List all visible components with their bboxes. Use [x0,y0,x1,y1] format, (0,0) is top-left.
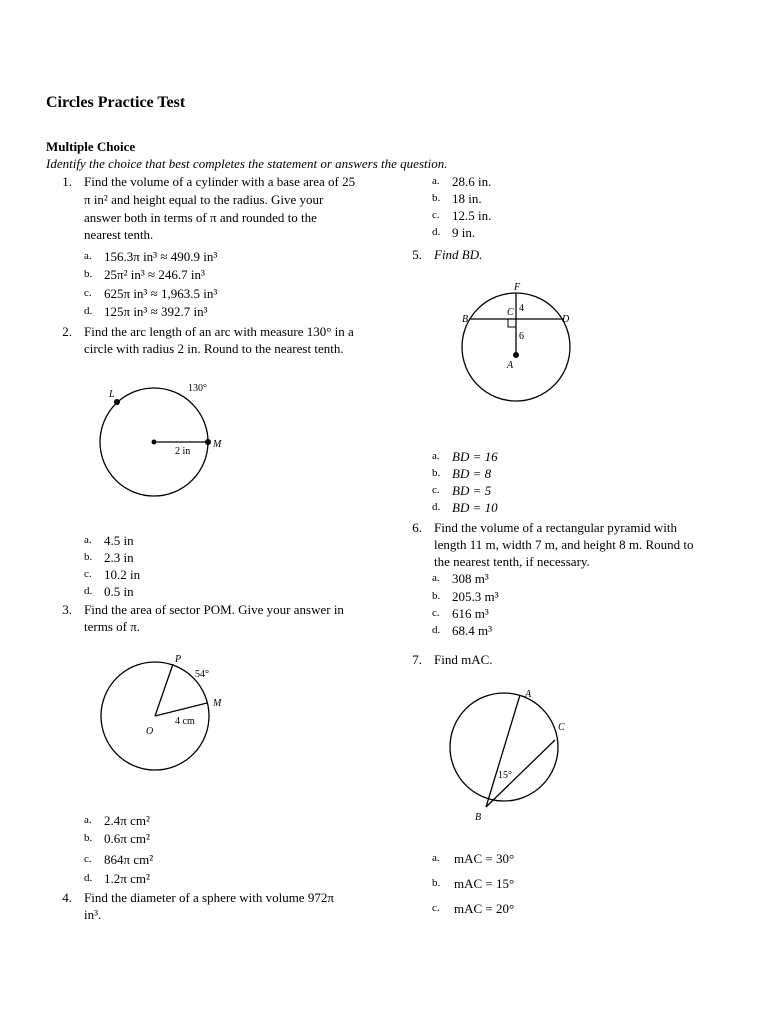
point-m [205,439,211,445]
option-letter: d. [432,501,441,513]
answer-option[interactable] [432,875,514,892]
option-text: mAC = 15° [454,876,515,891]
answer-option[interactable] [84,303,207,320]
option-text: 616 m³ [452,606,489,621]
answer-option[interactable] [432,482,491,499]
segment-cf-length: 4 [519,303,524,314]
option-letter: d. [432,624,441,636]
answer-option[interactable] [84,851,153,868]
option-letter: b. [84,551,93,563]
option-text: 1.2π cm² [104,871,150,886]
arc-measure: 130° [188,383,207,394]
center-point [152,440,157,445]
option-text: 2.3 in [104,550,134,565]
answer-option[interactable] [432,588,499,605]
chord-figure-q5 [455,275,585,415]
label-b: B [475,812,482,823]
option-text: BD = 10 [452,500,498,515]
answer-option[interactable] [84,248,217,265]
answer-option[interactable] [432,499,498,516]
option-letter: c. [432,209,440,221]
section-heading: Multiple Choice [46,139,136,154]
angle-measure: 54° [195,669,209,680]
answer-option[interactable] [84,583,134,600]
option-letter: a. [84,814,92,826]
answer-option[interactable] [432,190,482,207]
question-text-line: circle with radius 2 in. Round to the nearest tenth. [84,341,344,356]
answer-option[interactable] [432,900,514,917]
answer-option[interactable] [84,549,134,566]
label-f: F [514,282,521,293]
option-text: mAC = 30° [454,851,515,866]
answer-option[interactable] [84,566,140,583]
answer-option[interactable] [84,266,205,283]
label-c: C [507,307,514,318]
option-text: 2.4π cm² [104,813,150,828]
option-letter: b. [432,467,441,479]
option-letter: d. [84,305,93,317]
question-text-line: in³. [84,907,102,922]
question-number: 2. [62,324,72,339]
answer-option[interactable] [84,532,134,549]
question-text-line: answer both in terms of π and rounded to the [84,210,317,225]
page-title: Circles Practice Test [46,94,186,111]
option-letter: a. [84,250,92,262]
answer-option[interactable] [432,173,491,190]
option-letter: a. [84,534,92,546]
right-angle-mark [508,319,516,327]
option-letter: b. [432,877,441,889]
question-number: 6. [412,520,422,535]
question-text-line: terms of π. [84,619,141,634]
option-text: 18 in. [452,191,482,206]
option-letter: a. [432,175,440,187]
label-p: P [175,654,182,665]
circle-figure-q2 [95,375,235,505]
radius-label: 4 cm [175,716,195,727]
option-text: 68.4 m³ [452,623,493,638]
option-letter: b. [84,268,93,280]
question-text-line: π in² and height equal to the radius. Give your [84,192,324,207]
option-text: 156.3π in³ ≈ 490.9 in³ [104,249,218,264]
option-text: BD = 16 [452,449,498,464]
label-a: A [507,360,514,371]
question-text-line: Find BD. [434,247,483,262]
label-m: M [213,698,222,709]
answer-option[interactable] [432,224,475,241]
answer-option[interactable] [432,570,489,587]
label-o: O [146,726,154,737]
option-letter: a. [432,450,440,462]
option-text: 0.6π cm² [104,831,150,846]
label-m: M [213,439,222,450]
answer-option[interactable] [84,285,217,302]
option-letter: d. [84,585,93,597]
option-text: 28.6 in. [452,174,492,189]
answer-option[interactable] [84,812,150,829]
question-text-line: Find mAC. [434,652,493,667]
answer-option[interactable] [84,870,150,887]
label-a: A [525,689,532,700]
point-a [513,352,519,358]
question-text-line: Find the diameter of a sphere with volume 972π [84,890,334,905]
label-l: L [109,389,115,400]
option-text: BD = 8 [452,466,492,481]
option-letter: a. [432,852,440,864]
question-text-line: the nearest tenth, if necessary. [434,554,590,569]
option-letter: c. [432,484,440,496]
option-letter: d. [432,226,441,238]
option-text: 12.5 in. [452,208,492,223]
angle-measure: 15° [498,770,512,781]
question-text-line: Find the volume of a cylinder with a base area of 25 [84,174,356,189]
answer-option[interactable] [432,850,514,867]
instructions: Identify the choice that best completes the statement or answers the question. [46,156,448,171]
label-d: D [562,314,570,325]
option-text: 4.5 in [104,533,134,548]
segment-ca-length: 6 [519,331,524,342]
question-number: 3. [62,602,72,617]
question-number: 4. [62,890,72,905]
question-number: 1. [62,174,72,189]
radius-op [155,664,173,716]
option-letter: b. [432,590,441,602]
option-text: 10.2 in [104,567,141,582]
option-letter: c. [84,853,92,865]
option-letter: c. [84,568,92,580]
option-text: mAC = 20° [454,901,515,916]
option-letter: a. [432,572,440,584]
option-letter: b. [432,192,441,204]
question-number: 5. [412,247,422,262]
label-c: C [558,722,565,733]
option-letter: c. [432,607,440,619]
question-text-line: Find the arc length of an arc with measure 130° in a [84,324,354,339]
option-text: 864π cm² [104,852,154,867]
option-text: 0.5 in [104,584,134,599]
label-b: B [462,314,469,325]
answer-option[interactable] [84,830,150,847]
option-letter: c. [432,902,440,914]
sector-figure-q3 [95,650,235,790]
radius-om [155,703,207,716]
answer-option[interactable] [432,448,498,465]
option-text: BD = 5 [452,483,492,498]
option-letter: d. [84,872,93,884]
question-text-line: nearest tenth. [84,227,154,242]
option-text: 205.3 m³ [452,589,499,604]
question-text-line: length 11 m, width 7 m, and height 8 m. Round to [434,537,694,552]
answer-option[interactable] [432,465,491,482]
option-letter: c. [84,287,92,299]
option-text: 9 in. [452,225,476,240]
radius-label: 2 in [175,446,191,457]
option-text: 625π in³ ≈ 1,963.5 in³ [104,286,218,301]
answer-option[interactable] [432,605,489,622]
option-text: 125π in³ ≈ 392.7 in³ [104,304,208,319]
answer-option[interactable] [432,622,492,639]
question-text-line: Find the area of sector POM. Give your answer in [84,602,344,617]
inscribed-angle-figure-q7 [440,685,580,825]
answer-option[interactable] [432,207,491,224]
option-letter: b. [84,832,93,844]
option-text: 308 m³ [452,571,489,586]
option-text: 25π² in³ ≈ 246.7 in³ [104,267,205,282]
question-text-line: Find the volume of a rectangular pyramid with [434,520,677,535]
question-number: 7. [412,652,422,667]
point-l [114,399,120,405]
